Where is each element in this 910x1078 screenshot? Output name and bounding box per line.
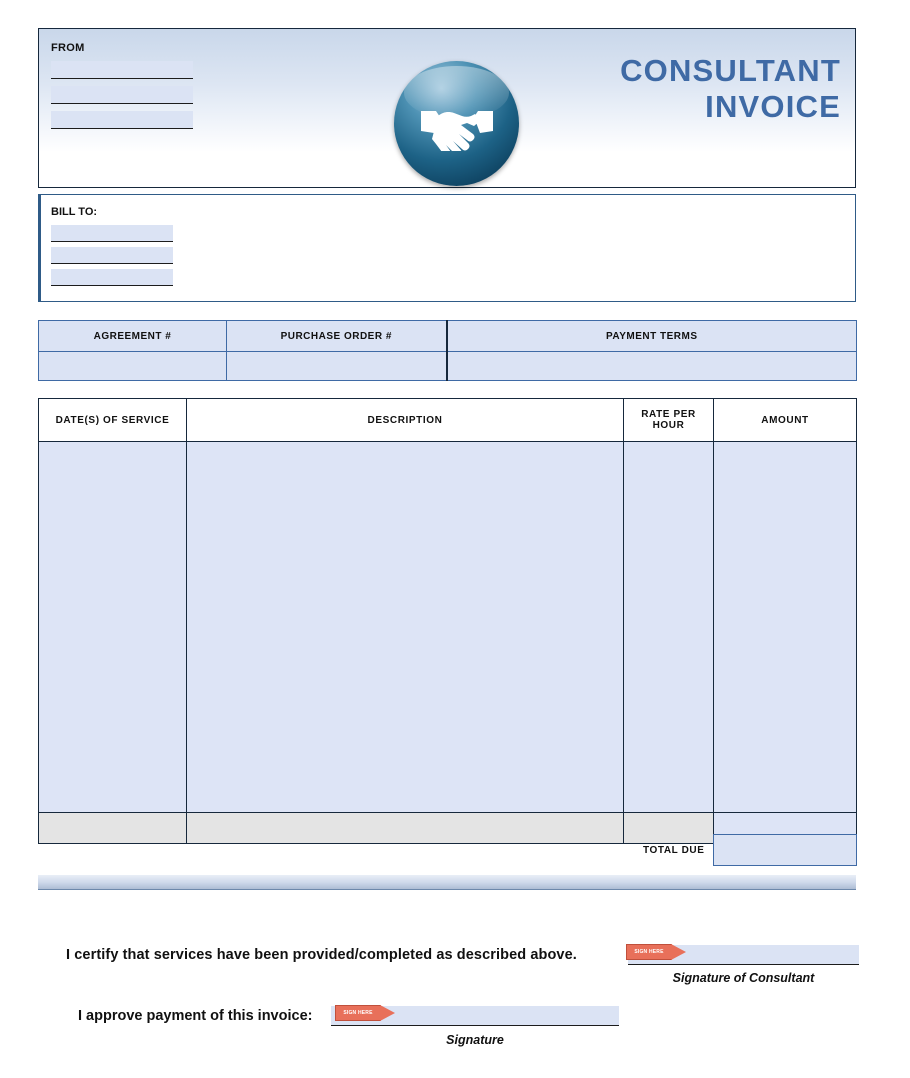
title-line-1: CONSULTANT xyxy=(620,53,841,88)
field-payment-terms[interactable] xyxy=(447,352,857,381)
field-agreement-number[interactable] xyxy=(39,352,227,381)
certify-statement: I certify that services have been provided/completed as described above. xyxy=(66,947,577,963)
header-agreement-number: AGREEMENT # xyxy=(39,321,227,352)
cell-description[interactable] xyxy=(187,442,624,813)
header-rate-line-2: HOUR xyxy=(652,420,685,431)
line-items-table xyxy=(38,398,857,844)
bill-to-label: BILL TO: xyxy=(51,206,98,218)
from-line-1[interactable] xyxy=(51,61,193,79)
bill-to-section xyxy=(38,194,856,302)
approve-statement: I approve payment of this invoice: xyxy=(78,1008,313,1024)
cell-rate-per-hour[interactable] xyxy=(624,442,714,813)
bill-to-line-1[interactable] xyxy=(51,225,173,242)
total-due-spacer xyxy=(38,835,623,866)
cell-dates-of-service[interactable] xyxy=(39,442,187,813)
table-row xyxy=(39,442,857,813)
handshake-icon xyxy=(394,61,519,186)
from-line-2[interactable] xyxy=(51,86,193,104)
approver-signature-caption: Signature xyxy=(446,1033,504,1047)
sign-here-flag-label-2: SIGN HERE xyxy=(343,1010,373,1016)
header-payment-terms: PAYMENT TERMS xyxy=(447,321,857,352)
consultant-signature-field[interactable] xyxy=(628,945,859,965)
page-title xyxy=(620,53,841,125)
info-header-row xyxy=(39,321,857,352)
invoice-header xyxy=(38,28,856,188)
field-purchase-order-number[interactable] xyxy=(227,352,447,381)
info-value-row xyxy=(39,352,857,381)
from-label: FROM xyxy=(51,42,85,54)
sign-here-flag-label-1: SIGN HERE xyxy=(634,949,664,955)
total-due-value[interactable] xyxy=(713,835,856,866)
items-header-row xyxy=(39,399,857,442)
consultant-signature-caption: Signature of Consultant xyxy=(672,971,815,985)
footer-divider-bar xyxy=(38,875,856,890)
from-address-fields xyxy=(51,61,193,136)
bill-to-fields xyxy=(51,225,173,291)
total-due-label: TOTAL DUE xyxy=(642,844,705,856)
header-dates-of-service: DATE(S) OF SERVICE xyxy=(39,399,187,442)
title-line-2: INVOICE xyxy=(705,89,841,124)
header-amount: AMOUNT xyxy=(714,399,857,442)
from-line-3[interactable] xyxy=(51,111,193,129)
invoice-info-table xyxy=(38,320,857,381)
header-rate-per-hour xyxy=(624,399,714,442)
bill-to-line-2[interactable] xyxy=(51,247,173,264)
header-purchase-order-number: PURCHASE ORDER # xyxy=(227,321,447,352)
cell-amount[interactable] xyxy=(714,442,857,813)
approver-signature-field[interactable] xyxy=(331,1006,619,1026)
header-description: DESCRIPTION xyxy=(187,399,624,442)
total-due-row xyxy=(38,834,857,866)
header-rate-line-1: RATE PER xyxy=(641,409,696,420)
bill-to-line-3[interactable] xyxy=(51,269,173,286)
